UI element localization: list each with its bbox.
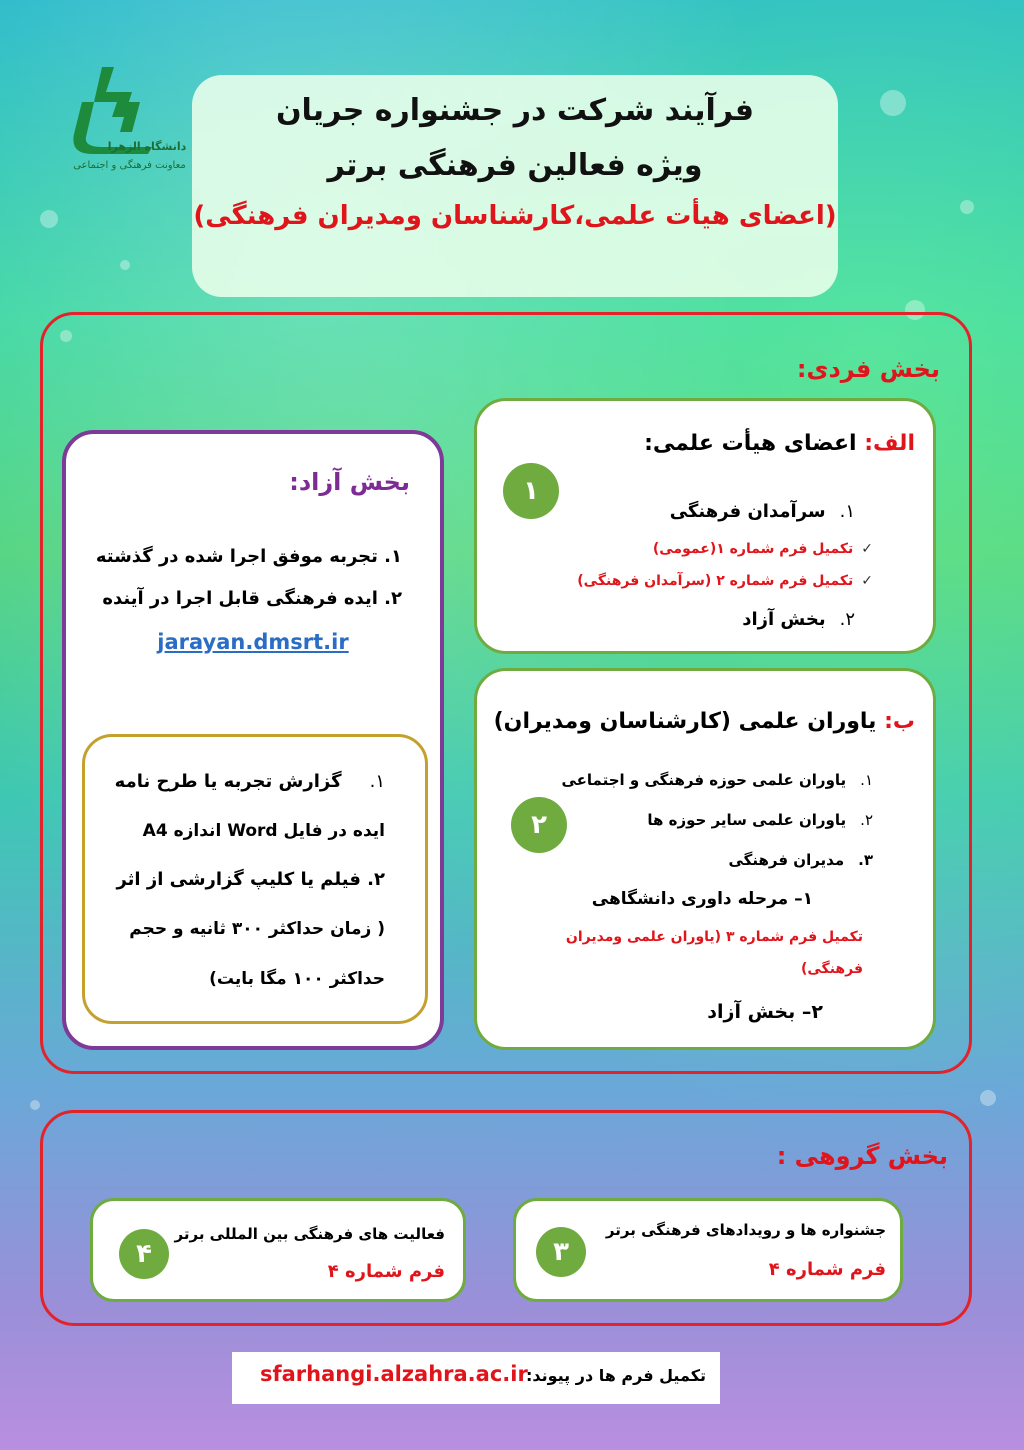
- report-item-2: ۲. فیلم یا کلیپ گزارشی از اثر: [116, 869, 385, 890]
- group-card-3-form: فرم شماره ۴: [768, 1259, 886, 1280]
- title-box: [192, 75, 838, 297]
- free-item-1: ۱. تجربه موفق اجرا شده در گذشته: [95, 546, 402, 567]
- faculty-form-2-text: تکمیل فرم شماره ۲ (سرآمدان فرهنگی): [577, 573, 854, 589]
- badge-3: ۳: [536, 1227, 586, 1277]
- assistants-item-2: [647, 811, 873, 829]
- report-item-1b: ایده در فایل Word اندازه A4: [142, 821, 385, 841]
- group-card-4-form: فرم شماره ۴: [327, 1261, 445, 1282]
- faculty-item-1-number: ۱.: [839, 501, 855, 522]
- faculty-form-1-text: تکمیل فرم شماره ۱(عمومی): [652, 541, 854, 557]
- faculty-card: [474, 398, 936, 654]
- report-box: [82, 734, 428, 1024]
- assistants-item-3: [728, 851, 873, 869]
- badge-2: ۲: [511, 797, 567, 853]
- report-item-1-text: گزارش تجربه یا طرح نامه: [114, 771, 342, 792]
- group-card-3: [513, 1198, 903, 1302]
- free-link-wrap: [66, 630, 440, 654]
- logo-subtitle-text: معاونت فرهنگی و اجتماعی: [73, 160, 186, 171]
- assistants-item-2-number: ۲.: [860, 811, 873, 829]
- free-item-2: ۲. ایده فرهنگی قابل اجرا در آینده: [102, 588, 402, 609]
- university-logo: [62, 62, 187, 197]
- footer-url-link[interactable]: sfarhangi.alzahra.ac.ir: [260, 1362, 528, 1386]
- faculty-item-2-text: بخش آزاد: [742, 609, 826, 630]
- badge-1: ۱: [503, 463, 559, 519]
- footer-bar: [232, 1352, 720, 1404]
- report-item-2c: حداکثر ۱۰۰ مگا بایت): [209, 969, 385, 989]
- assistants-item-1: [561, 771, 873, 789]
- logo-name-text: دانشگاه الزهرا: [107, 140, 187, 153]
- faculty-form-2: [577, 573, 873, 589]
- check-icon: ✓: [861, 573, 873, 589]
- report-item-1-number: ۱.: [369, 771, 385, 792]
- title-line-2: ویژه فعالین فرهنگی برتر: [327, 148, 703, 183]
- free-section-heading: بخش آزاد:: [289, 468, 410, 496]
- assistants-item-1-text: یاوران علمی حوزه فرهنگی و اجتماعی: [561, 771, 847, 789]
- footer-label: تکمیل فرم ها در پیوند:: [525, 1366, 706, 1385]
- free-section-card: [62, 430, 444, 1050]
- faculty-heading-text: اعضای هیأت علمی:: [644, 431, 865, 456]
- jarayan-link[interactable]: jarayan.dmsrt.ir: [157, 630, 349, 654]
- assistants-item-2-text: یاوران علمی سایر حوزه ها: [647, 811, 847, 829]
- faculty-heading-prefix: الف:: [864, 431, 915, 456]
- badge-4: ۴: [119, 1229, 169, 1279]
- individual-section-heading: بخش فردی:: [796, 355, 940, 383]
- faculty-item-1-text: سرآمدان فرهنگی: [669, 501, 826, 522]
- assistants-item-3-number: ۳.: [858, 851, 873, 869]
- faculty-form-1: [653, 541, 873, 557]
- group-card-4: [90, 1198, 466, 1302]
- assistants-form-3-line-1: تکمیل فرم شماره ۳ (یاوران علمی ومدیران: [565, 929, 863, 945]
- assistants-card: [474, 668, 936, 1050]
- assistants-heading-text: یاوران علمی (کارشناسان ومدیران): [493, 709, 885, 734]
- title-line-1: فرآیند شرکت در جشنواره جریان: [275, 93, 755, 128]
- report-item-2b: ( زمان حداکثر ۳۰۰ ثانیه و حجم: [129, 919, 385, 939]
- check-icon: ✓: [861, 541, 873, 557]
- assistants-item-3-text: مدیران فرهنگی: [728, 851, 845, 869]
- report-item-1: [115, 771, 385, 792]
- assistants-heading-prefix: ب:: [884, 709, 915, 734]
- assistants-item-1-number: ۱.: [860, 771, 873, 789]
- faculty-item-1: [670, 501, 855, 522]
- assistants-form-3-line-2: فرهنگی): [800, 961, 863, 977]
- assistants-heading: [494, 709, 915, 734]
- assistants-stage-2: ۲– بخش آزاد: [707, 1001, 823, 1023]
- group-section-heading: بخش گروهی :: [776, 1142, 948, 1170]
- assistants-stage-1: ۱– مرحله داوری دانشگاهی: [591, 889, 813, 909]
- title-line-3: (اعضای هیأت علمی،کارشناسان ومدیران فرهنگی): [193, 201, 837, 231]
- faculty-heading: [644, 431, 915, 456]
- group-card-4-title: فعالیت های فرهنگی بین المللی برتر: [174, 1225, 445, 1243]
- faculty-item-2: [742, 609, 855, 630]
- faculty-item-2-number: ۲.: [839, 609, 855, 630]
- group-card-3-title: جشنواره ها و رویدادهای فرهنگی برتر: [605, 1221, 886, 1239]
